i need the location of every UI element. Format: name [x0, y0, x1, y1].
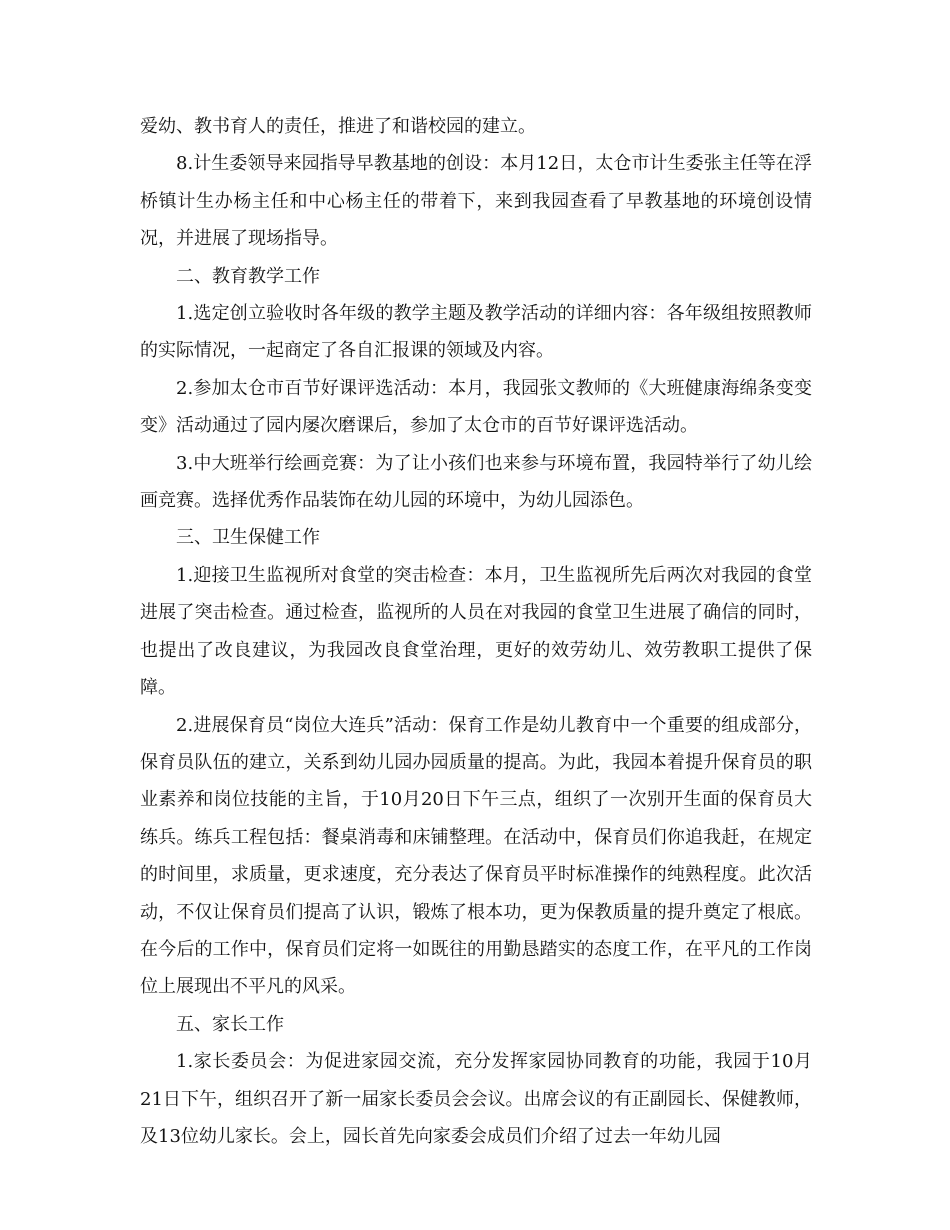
- section-heading-health: 三、卫生保健工作: [176, 527, 320, 549]
- document-body: [140, 108, 812, 1155]
- paragraph-parents-1: 1.家长委员会：为促进家园交流，充分发挥家园协同教育的功能，我园于10月21日下午，组织召开了新一届家长委员会会议。出席会议的有正副园长、保健教师，及13位幼儿家长。会上，园长首先向家委会成员们介绍了过去一年幼儿园: [140, 1051, 812, 1147]
- paragraph-teaching-1: 1.选定创立验收时各年级的教学主题及教学活动的详细内容：各年级组按照教师的实际情况，一起商定了各自汇报课的领域及内容。: [140, 303, 812, 362]
- section-heading-parents: 五、家长工作: [176, 1013, 284, 1035]
- paragraph-health-1: 1.迎接卫生监视所对食堂的突击检查：本月，卫生监视所先后两次对我园的食堂进展了突击检查。通过检查，监视所的人员在对我园的食堂卫生进展了确信的同时，也提出了改良建议，为我园改良食堂治理，更好的效劳幼儿、效劳教职工提供了保障。: [140, 564, 812, 699]
- section-heading-teaching: 二、教育教学工作: [176, 265, 320, 287]
- paragraph-teaching-3: 3.中大班举行绘画竞赛：为了让小孩们也来参与环境布置，我园特举行了幼儿绘画竞赛。选择优秀作品装饰在幼儿园的环境中，为幼儿园添色。: [140, 452, 812, 512]
- paragraph-item-8: 8.计生委领导来园指导早教基地的创设：本月12日，太仓市计生委张主任等在浮桥镇计生办杨主任和中心杨主任的带着下，来到我园查看了早教基地的环境创设情况，并进展了现场指导。: [140, 153, 812, 250]
- paragraph-teaching-2: 2.参加太仓市百节好课评选活动：本月，我园张文教师的《大班健康海绵条变变变》活动通过了园内屡次磨课后，参加了太仓市的百节好课评选活动。: [140, 377, 812, 437]
- paragraph-continuation: 爱幼、教书育人的责任，推进了和谐校园的建立。: [140, 116, 536, 137]
- paragraph-health-2: 2.进展保育员“岗位大连兵”活动：保育工作是幼儿教育中一个重要的组成部分，保育员队伍的建立，关系到幼儿园办园质量的提高。为此，我园本着提升保育员的职业素养和岗位技能的主旨，于10月20日下午三点，组织了一次别开生面的保育员大练兵。练兵工程包括：餐桌消毒和床铺整理。在活动中，保育员们你追我赶，在规定的时间里，求质量，更求速度，充分表达了保育员平时标准操作的纯熟程度。此次活动，不仅让保育员们提高了认识，锻炼了根本功，更为保教质量的提升奠定了根底。在今后的工作中，保育员们定将一如既往的用勤恳踏实的态度工作，在平凡的工作岗位上展现出不平凡的风采。: [140, 714, 812, 998]
